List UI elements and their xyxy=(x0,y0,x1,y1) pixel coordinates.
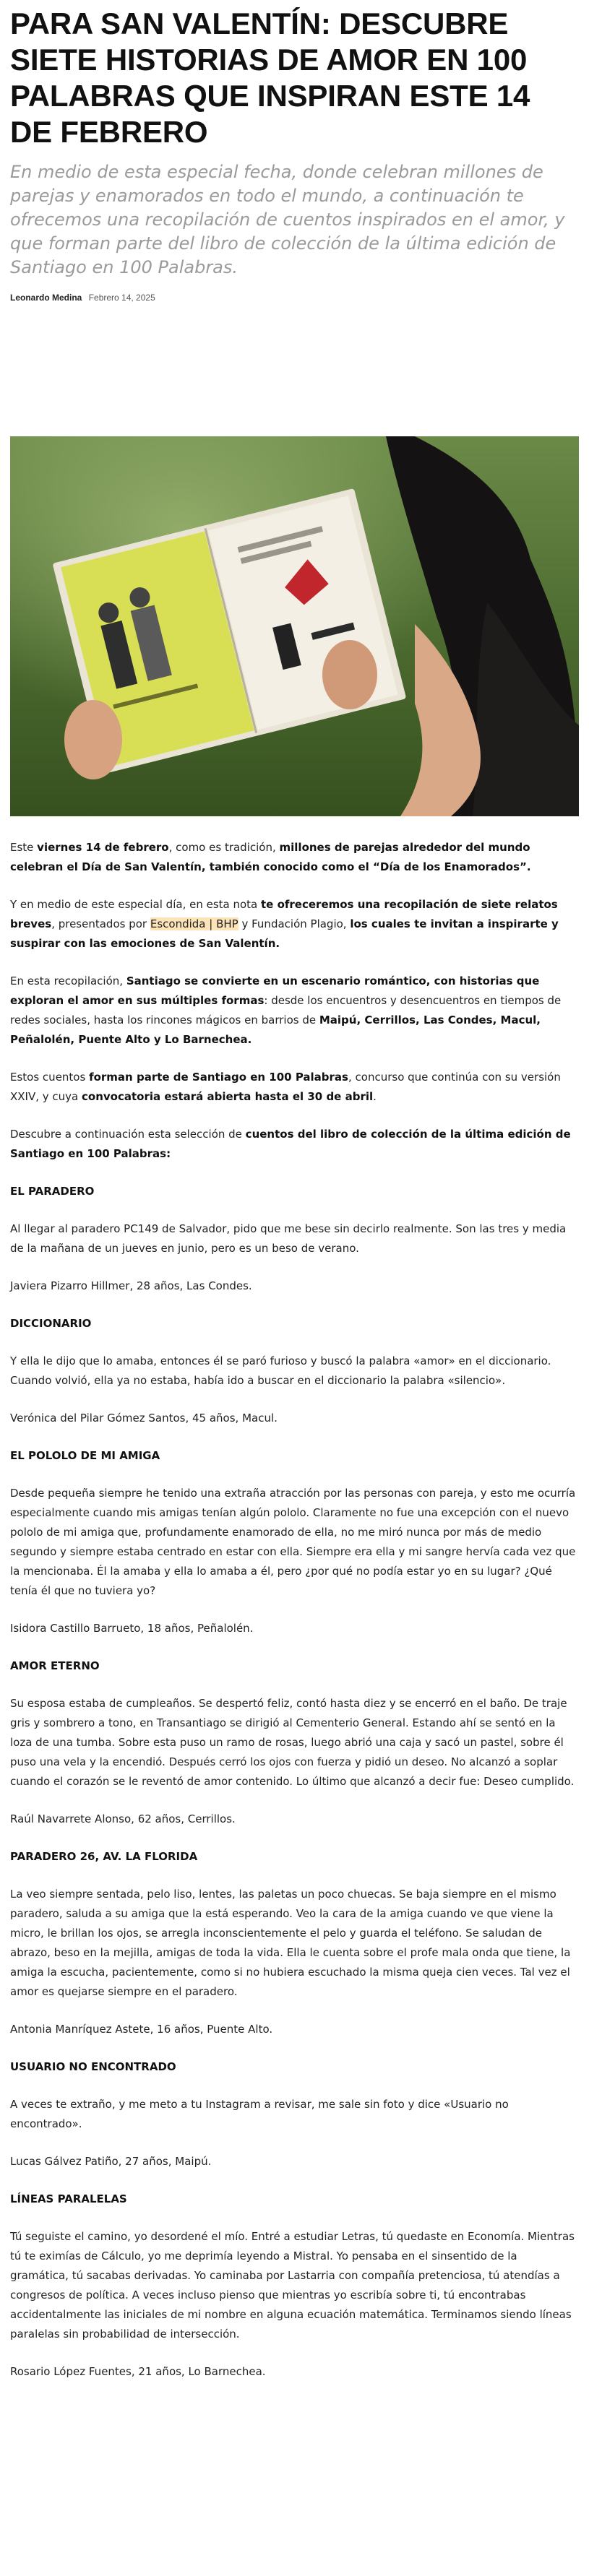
story-author: Rosario López Fuentes, 21 años, Lo Barnechea. xyxy=(10,2365,266,2378)
article-subtitle: En medio de esta especial fecha, donde celebran millones de parejas y enamorados en todo el mundo, a continuación te ofrecemos una recopilación de cuentos inspirados en el amor, y que forman parte del libro de colección de la última edición de Santiago en 100 Palabras. xyxy=(10,162,565,277)
story-title: DICCIONARIO xyxy=(10,1317,92,1330)
sponsor-link[interactable]: Escondida | BHP xyxy=(150,917,238,930)
story-author: Raúl Navarrete Alonso, 62 años, Cerrillos. xyxy=(10,1812,236,1825)
story xyxy=(10,1446,579,1638)
story-title: AMOR ETERNO xyxy=(10,1659,100,1672)
author-link[interactable]: Leonardo Medina xyxy=(10,293,82,303)
woman-reading-book-illustration xyxy=(10,436,579,816)
story xyxy=(10,1182,579,1296)
intro-paragraph-1: Este viernes 14 de febrero, como es tradición, millones de parejas alrededor del mundo celebran el Día de San Valentín, también conocido como el “Día de los Enamorados”. xyxy=(10,841,531,873)
article-body xyxy=(10,838,579,2400)
story xyxy=(10,2190,579,2382)
story-text: Desde pequeña siempre he tenido una extraña atracción por las personas con pareja, y esto me ocurría especialmente cuando mis amigas tenían algún pololo. Claramente no fue una excepción con el nuevo pololo de mi amiga que, profundamente enamorado de ella, no me miró nunca por más de medio segundo y siempre estaba centrado en estar con ella. Siempre era ella y mi sangre hervía cada vez que la mencionaba. Él la amaba y ella lo amaba a él, pero ¿por qué no podía estar yo en su lugar? ¿Qué tenía él que no tuviera yo? xyxy=(10,1487,576,1597)
story-title: EL PARADERO xyxy=(10,1185,95,1198)
story xyxy=(10,1847,579,2039)
story-text: Y ella le dijo que lo amaba, entonces él se paró furioso y buscó la palabra «amor» en el diccionario. Cuando volvió, ella ya no estaba, había ido a buscar en el diccionario la palabra «silencio». xyxy=(10,1354,551,1387)
story-author: Javiera Pizarro Hillmer, 28 años, Las Condes. xyxy=(10,1279,252,1292)
intro-paragraph-4: Estos cuentos forman parte de Santiago en 100 Palabras, concurso que continúa con su versión XXIV, y cuya convocatoria estará abierta hasta el 30 de abril. xyxy=(10,1071,561,1103)
story-text: Al llegar al paradero PC149 de Salvador, pido que me bese sin decirlo realmente. Son las tres y media de la mañana de un jueves en junio, pero es un beso de verano. xyxy=(10,1222,567,1255)
story-title: USUARIO NO ENCONTRADO xyxy=(10,2060,176,2073)
story-text: Su esposa estaba de cumpleaños. Se despertó feliz, contó hasta diez y se encerró en el baño. De traje gris y sombrero a tono, en Transantiago se dirigió al Cementerio General. Estando ahí se sentó en la loza de una tumba. Sobre esta puso un ramo de rosas, luego abrió una caja y sacó un pastel, sobre él puso una vela y la encendió. Después cerró los ojos con fuerza y pidió un deseo. No alcanzó a soplar cuando el corazón se le reventó de amor contenido. Lo último que alcanzó a decir fue: Deseo cumplido. xyxy=(10,1697,575,1788)
article-header xyxy=(10,0,579,303)
story-author: Verónica del Pilar Gómez Santos, 45 años, Macul. xyxy=(10,1412,278,1425)
story-text: La veo siempre sentada, pelo liso, lentes, las paletas un poco chuecas. Se baja siempre en el mismo paradero, saluda a su amiga que la está esperando. Veo la cara de la amiga cuando ve que viene la micro, le brillan los ojos, se arregla inconscientemente el pelo y guarda el teléfono. Se saludan de abrazo, beso en la mejilla, amigas de toda la vida. Ella le cuenta sobre el profe mala onda que tiene, la amiga la escucha, pacientemente, como si no hubiera escuchado la misma queja cien veces. Tal vez el amor es quejarse siempre en el paradero. xyxy=(10,1888,571,1998)
story xyxy=(10,1314,579,1428)
article-title: PARA SAN VALENTÍN: DESCUBRE SIETE HISTORIAS DE AMOR EN 100 PALABRAS QUE INSPIRAN ESTE 14 DE FEBRERO xyxy=(10,7,530,149)
article-meta xyxy=(10,293,579,303)
story-author: Antonia Manríquez Astete, 16 años, Puente Alto. xyxy=(10,2023,273,2036)
story-author: Isidora Castillo Barrueto, 18 años, Peñalolén. xyxy=(10,1622,254,1635)
publish-date: Febrero 14, 2025 xyxy=(88,293,155,303)
story-title: PARADERO 26, AV. LA FLORIDA xyxy=(10,1850,198,1863)
intro-paragraph-2: Y en medio de este especial día, en esta nota te ofreceremos una recopilación de siete relatos breves, presentados por Escondida | BHP y Fundación Plagio, los cuales te invitan a inspirarte y suspirar con las emociones de San Valentín. xyxy=(10,898,559,950)
story-author: Lucas Gálvez Patiño, 27 años, Maipú. xyxy=(10,2155,212,2168)
story-text: Tú seguiste el camino, yo desordené el mío. Entré a estudiar Letras, tú quedaste en Economía. Mientras tú te eximías de Cálculo, yo me deprimía leyendo a Mistral. Yo pensaba en el sinsentido de la gramática, tú sacabas derivadas. Yo caminaba por Lastarria con compañía pretenciosa, tú atendías a congresos de política. A veces incluso pienso que mientras yo escribía sobre ti, tú encontrabas accidentalmente las iniciales de mi nombre en alguna ecuación matemática. Terminamos siendo líneas paralelas sin probabilidad de intersección. xyxy=(10,2230,575,2341)
story xyxy=(10,1656,579,1829)
story-title: LÍNEAS PARALELAS xyxy=(10,2192,127,2205)
story-title: EL POLOLO DE MI AMIGA xyxy=(10,1449,160,1462)
intro-paragraph-5: Descubre a continuación esta selección de cuentos del libro de colección de la última edición de Santiago en 100 Palabras: xyxy=(10,1128,571,1160)
story xyxy=(10,2057,579,2171)
story-text: A veces te extraño, y me meto a tu Instagram a revisar, me sale sin foto y dice «Usuario no encontrado». xyxy=(10,2098,509,2130)
hero-image xyxy=(10,436,579,816)
intro-paragraph-3: En esta recopilación, Santiago se convierte en un escenario romántico, con historias que exploran el amor en sus múltiples formas: desde los encuentros y desencuentros en tiempos de redes sociales, hasta los rincones mágicos en barrios de Maipú, Cerrillos, Las Condes, Macul, Peñalolén, Puente Alto y Lo Barnechea. xyxy=(10,974,562,1046)
